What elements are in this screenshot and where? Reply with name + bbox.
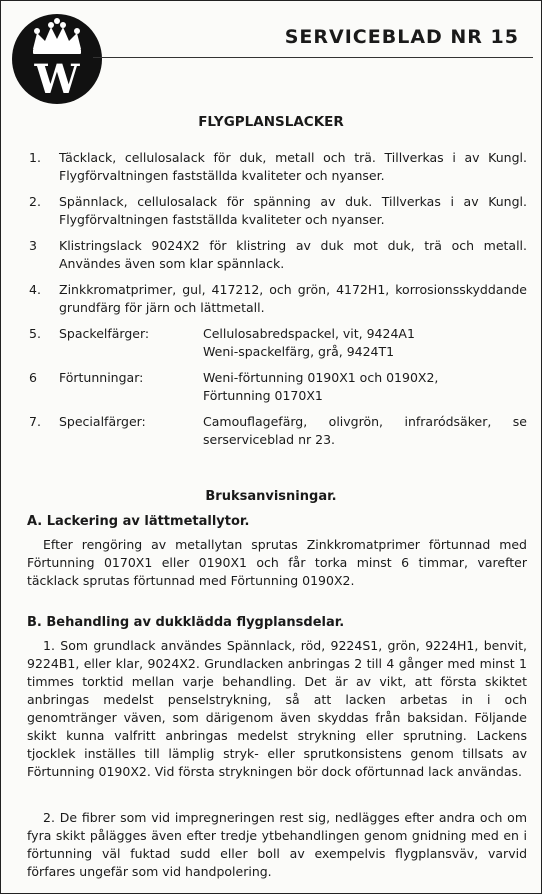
instructions-title: Bruksanvisningar. [205,489,337,504]
list-item [29,369,527,405]
item-number: 2. [29,194,41,209]
item-text: Klistringslack 9024X2 för klistring av duk mot duk, trä och metall. Användes även som klar spännlack. [59,238,527,271]
section-b-heading: B. Behandling av dukklädda flygplansdelar. [27,615,345,630]
item-number: 5. [29,326,41,341]
item-label: Förtunningar: [59,370,144,385]
item-number: 3 [29,238,37,253]
item-value-line: Cellulosabredspackel, vit, 9424A1 [203,326,415,341]
list-item [29,325,527,361]
sheet-number-title: SERVICEBLAD NR 15 [284,26,519,48]
item-text: Spännlack, cellulosalack för spänning av duk. Tillverkas i av Kungl. Flygförvaltningen fastställda kvaliteter och nyanser. [59,194,527,227]
item-label: Spackelfärger: [59,326,150,341]
list-item [29,237,527,273]
item-value-line: Weni-förtunning 0190X1 och 0190X2, [203,370,439,385]
item-text: Täcklack, cellulosalack för duk, metall och trä. Tillverkas i av Kungl. Flygförvaltningen fastställda kvaliteter och nyanser. [59,150,527,183]
list-item [29,281,527,317]
product-list [29,149,527,457]
list-item [29,193,527,229]
list-item [29,149,527,185]
item-number: 4. [29,282,41,297]
item-text: Camouflagefärg, olivgrön, infraródsäker, se serserviceblad nr 23. [203,414,527,447]
item-label: Specialfärger: [59,414,146,429]
crown-w-logo [11,13,103,105]
item-number: 1. [29,150,41,165]
item-text: Zinkkromatprimer, gul, 417212, och grön, 4172H1, korrosionsskyddande grundfärg för järn och lättmetall. [59,282,527,315]
item-number: 6 [29,370,37,385]
svg-text:W: W [34,56,80,103]
main-title: FLYGPLANSLACKER [198,114,344,130]
section-b-paragraph-2: 2. De fibrer som vid impregneringen rest sig, nedlägges efter andra och om fyra skikt pålägges även efter tredje ytbehandlingen genom gnidning med en i förtunning väl fuktad sudd eller boll av exempelvis flygplansväv, varvid förfares ungefär som vid handpolering. [27,810,527,879]
item-value-line: Weni-spackelfärg, grå, 9424T1 [203,344,395,359]
section-a-heading: A. Lackering av lättmetallytor. [27,514,250,529]
list-item [29,413,527,449]
item-value-line: Förtunning 0170X1 [203,388,323,403]
section-a-text: Efter rengöring av metallytan sprutas Zinkkromatprimer förtunnad med Förtunning 0170X1 eller 0190X1 och får torka minst 6 timmar, varefter täcklack sprutas förtunnad med Förtunning 0190X2. [27,537,527,588]
header-rule [93,57,533,58]
section-b-paragraph-1: 1. Som grundlack användes Spännlack, röd, 9224S1, grön, 9224H1, benvit, 9224B1, eller klar, 9024X2. Grundlacken anbringas 2 till 4 gånger med minst 1 timmes torktid mellan varje behandling. Det är av vikt, att första skiktet anbringas medelst penselstrykning, så att lacken arbetas in i och genomtränger väven, som därigenom även skyddas från baksidan. Följande skikt kunna valfritt anbringas medelst strykning eller sprutning. Lackens tjocklek inställes till lämplig stryk- eller sprutkonsistens genom tillsats av Förtunning 0190X2. Vid första strykningen bör dock oförtunnad lack användas. [27,638,527,779]
item-number: 7. [29,414,41,429]
